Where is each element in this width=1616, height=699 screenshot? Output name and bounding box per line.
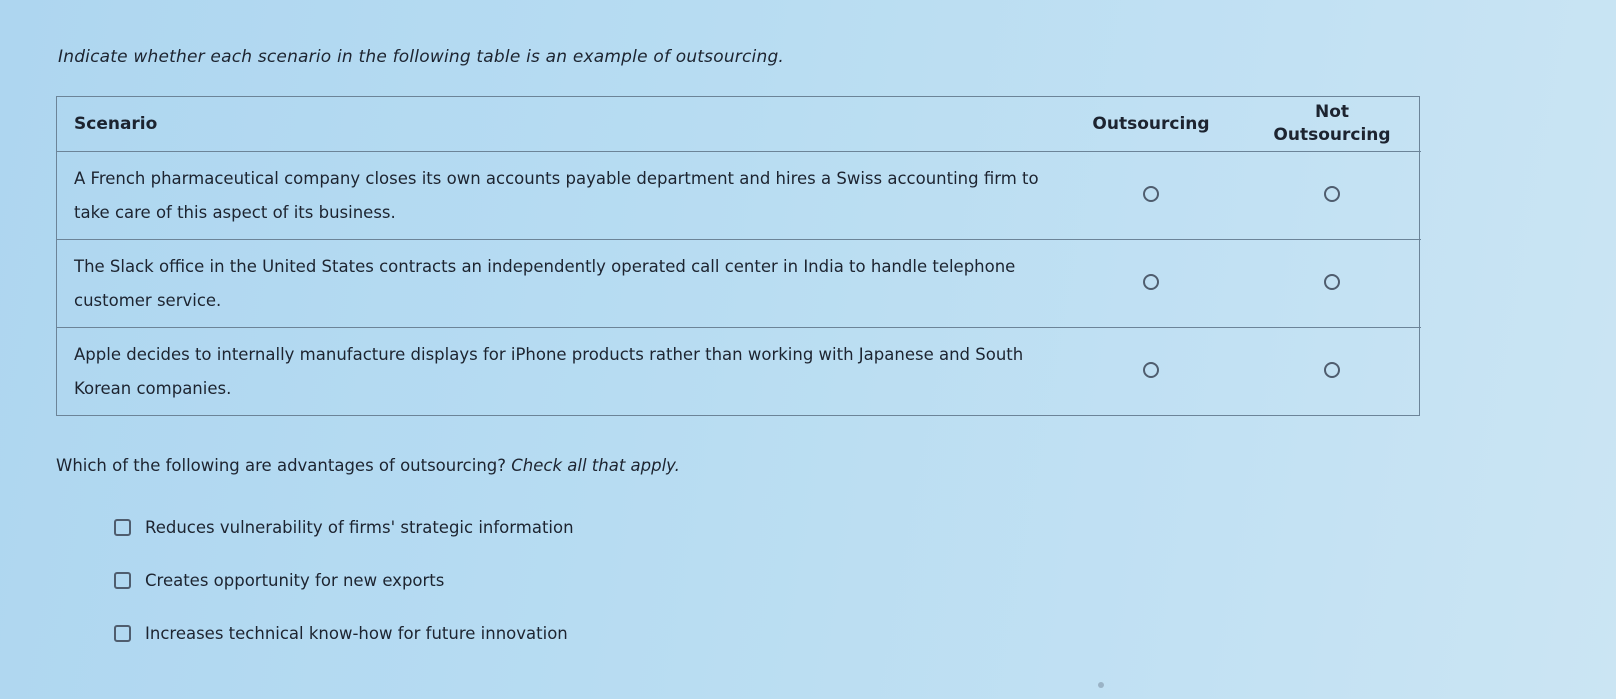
not-outsourcing-column-header (1243, 97, 1421, 152)
table-row (57, 240, 1421, 328)
not-outsourcing-radio[interactable] (1324, 274, 1340, 290)
not-outsourcing-radio[interactable] (1324, 186, 1340, 202)
advantages-question (56, 456, 680, 475)
checkbox[interactable] (114, 625, 131, 642)
not-outsourcing-cell (1243, 328, 1421, 416)
checkbox[interactable] (114, 572, 131, 589)
scenario-text: A French pharmaceutical company closes its own accounts payable department and hires a Swiss accounting firm to take care of this aspect of its business. (74, 168, 1039, 222)
option-reduces-vulnerability[interactable] (114, 501, 574, 554)
option-label: Reduces vulnerability of firms' strategic information (145, 518, 574, 537)
checkbox[interactable] (114, 519, 131, 536)
option-label: Increases technical know-how for future innovation (145, 624, 568, 643)
not-outsourcing-header-line2: Outsourcing (1273, 125, 1391, 145)
table-row (57, 328, 1421, 416)
scenario-text: The Slack office in the United States contracts an independently operated call center in India to handle telephone customer service. (57, 240, 1059, 328)
scenario-column-header: Scenario (57, 97, 1059, 152)
outsourcing-radio[interactable] (1143, 186, 1159, 202)
question-text: Which of the following are advantages of outsourcing? (56, 456, 507, 475)
outsourcing-cell (1059, 152, 1243, 240)
not-outsourcing-cell (1243, 240, 1421, 328)
advantages-options (114, 514, 574, 660)
not-outsourcing-header-line1: Not (1314, 102, 1350, 122)
instruction-text: Indicate whether each scenario in the following table is an example of outsourcing. (58, 47, 785, 67)
scenario-text: Apple decides to internally manufacture displays for iPhone products rather than working with Japanese and South Korean companies. (57, 328, 1059, 416)
decorative-dot (1098, 682, 1104, 688)
table-row (57, 152, 1421, 240)
table-header-row (57, 97, 1421, 152)
scenario-table (56, 96, 1420, 416)
outsourcing-radio[interactable] (1143, 362, 1159, 378)
not-outsourcing-cell (1243, 152, 1421, 240)
question-emphasis: Check all that apply. (511, 456, 680, 475)
outsourcing-column-header: Outsourcing (1059, 97, 1243, 152)
option-new-exports[interactable] (114, 554, 574, 607)
outsourcing-cell (1059, 240, 1243, 328)
outsourcing-cell (1059, 328, 1243, 416)
option-technical-know-how[interactable] (114, 607, 574, 660)
outsourcing-radio[interactable] (1143, 274, 1159, 290)
option-label: Creates opportunity for new exports (145, 571, 445, 590)
not-outsourcing-radio[interactable] (1324, 362, 1340, 378)
